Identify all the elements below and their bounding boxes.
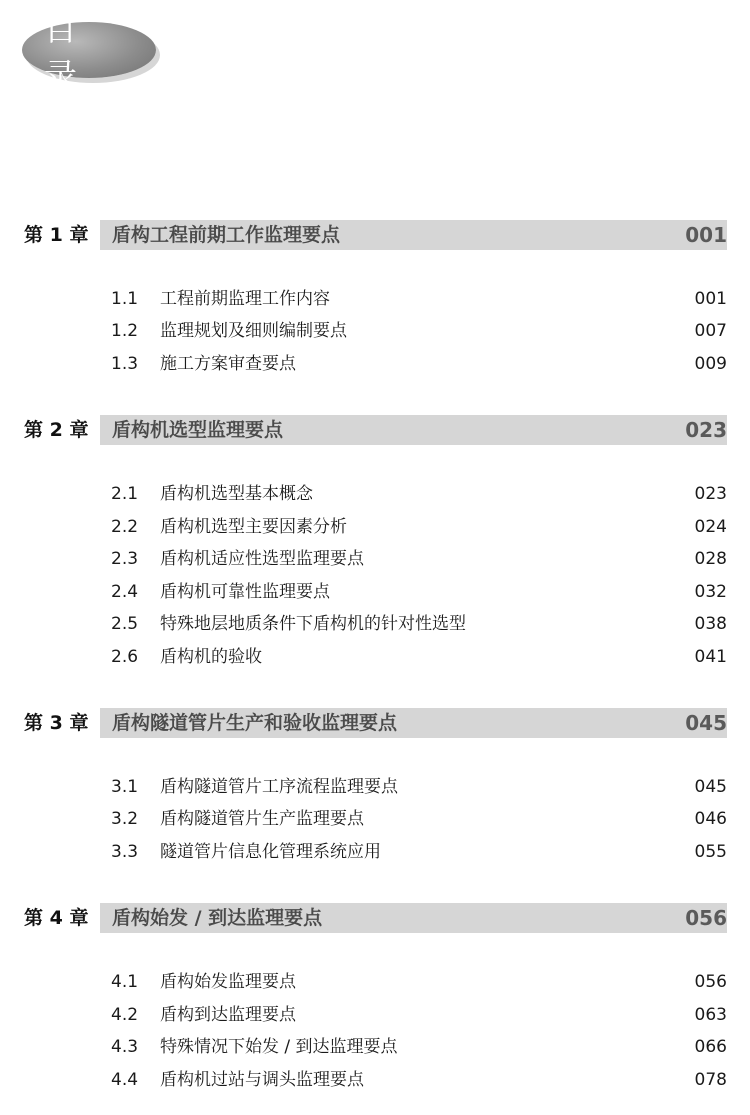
chapter-number: 第 2 章	[24, 419, 89, 441]
section-page: 007	[694, 321, 727, 341]
section-row[interactable]	[0, 351, 750, 377]
section-number: 4.4	[111, 1070, 139, 1090]
chapter-title: 盾构机选型监理要点	[112, 419, 284, 441]
section-number: 2.3	[111, 549, 139, 569]
section-page: 055	[694, 842, 727, 862]
chapter-row[interactable]	[0, 903, 750, 933]
section-row[interactable]	[0, 644, 750, 670]
section-number: 4.3	[111, 1037, 139, 1057]
section-number: 2.2	[111, 517, 139, 537]
chapter-number: 第 3 章	[24, 712, 89, 734]
section-row[interactable]	[0, 806, 750, 832]
section-row[interactable]	[0, 286, 750, 312]
section-number: 2.4	[111, 582, 139, 602]
section-title: 盾构机可靠性监理要点	[160, 582, 330, 602]
section-title: 盾构机的验收	[160, 647, 262, 667]
section-title: 工程前期监理工作内容	[160, 289, 330, 309]
section-row[interactable]	[0, 514, 750, 540]
section-title: 特殊情况下始发 / 到达监理要点	[160, 1037, 398, 1057]
section-row[interactable]	[0, 1067, 750, 1093]
section-number: 1.2	[111, 321, 139, 341]
section-number: 2.6	[111, 647, 139, 667]
section-row[interactable]	[0, 969, 750, 995]
chapter-page: 045	[685, 711, 727, 735]
chapter-title: 盾构始发 / 到达监理要点	[112, 907, 323, 929]
section-row[interactable]	[0, 481, 750, 507]
section-page: 056	[694, 972, 727, 992]
section-row[interactable]	[0, 1002, 750, 1028]
chapter-page: 001	[685, 223, 727, 247]
chapter-page: 056	[685, 906, 727, 930]
section-page: 063	[694, 1005, 727, 1025]
section-row[interactable]	[0, 611, 750, 637]
section-title: 盾构始发监理要点	[160, 972, 296, 992]
section-title: 盾构隧道管片工序流程监理要点	[160, 777, 398, 797]
chapter-number: 第 4 章	[24, 907, 89, 929]
section-row[interactable]	[0, 774, 750, 800]
chapter-bar	[100, 415, 727, 445]
section-title: 盾构机选型主要因素分析	[160, 517, 347, 537]
section-number: 2.5	[111, 614, 139, 634]
section-page: 046	[694, 809, 727, 829]
section-title: 特殊地层地质条件下盾构机的针对性选型	[160, 614, 466, 634]
chapter-title: 盾构隧道管片生产和验收监理要点	[112, 712, 398, 734]
section-row[interactable]	[0, 318, 750, 344]
chapter-bar	[100, 220, 727, 250]
section-page: 045	[694, 777, 727, 797]
section-page: 009	[694, 354, 727, 374]
chapter-title: 盾构工程前期工作监理要点	[112, 224, 341, 246]
chapter-row[interactable]	[0, 220, 750, 250]
section-row[interactable]	[0, 1034, 750, 1060]
section-title: 监理规划及细则编制要点	[160, 321, 347, 341]
chapter-row[interactable]	[0, 708, 750, 738]
section-title: 盾构机适应性选型监理要点	[160, 549, 364, 569]
section-row[interactable]	[0, 546, 750, 572]
section-title: 盾构到达监理要点	[160, 1005, 296, 1025]
chapter-page: 023	[685, 418, 727, 442]
section-title: 盾构机选型基本概念	[160, 484, 313, 504]
section-number: 1.3	[111, 354, 139, 374]
section-title: 盾构隧道管片生产监理要点	[160, 809, 364, 829]
chapter-bar	[100, 903, 727, 933]
section-page: 038	[694, 614, 727, 634]
section-row[interactable]	[0, 839, 750, 865]
section-title: 盾构机过站与调头监理要点	[160, 1070, 364, 1090]
section-number: 3.1	[111, 777, 139, 797]
section-number: 4.1	[111, 972, 139, 992]
section-page: 028	[694, 549, 727, 569]
chapter-number: 第 1 章	[24, 224, 89, 246]
section-page: 001	[694, 289, 727, 309]
section-number: 4.2	[111, 1005, 139, 1025]
section-row[interactable]	[0, 579, 750, 605]
section-number: 3.3	[111, 842, 139, 862]
chapter-row[interactable]	[0, 415, 750, 445]
page-title: 目 录	[44, 9, 99, 95]
chapter-bar	[100, 708, 727, 738]
section-title: 隧道管片信息化管理系统应用	[160, 842, 381, 862]
section-page: 066	[694, 1037, 727, 1057]
section-page: 032	[694, 582, 727, 602]
section-number: 2.1	[111, 484, 139, 504]
section-page: 078	[694, 1070, 727, 1090]
section-page: 024	[694, 517, 727, 537]
section-number: 3.2	[111, 809, 139, 829]
section-page: 041	[694, 647, 727, 667]
section-number: 1.1	[111, 289, 139, 309]
section-page: 023	[694, 484, 727, 504]
section-title: 施工方案审查要点	[160, 354, 296, 374]
